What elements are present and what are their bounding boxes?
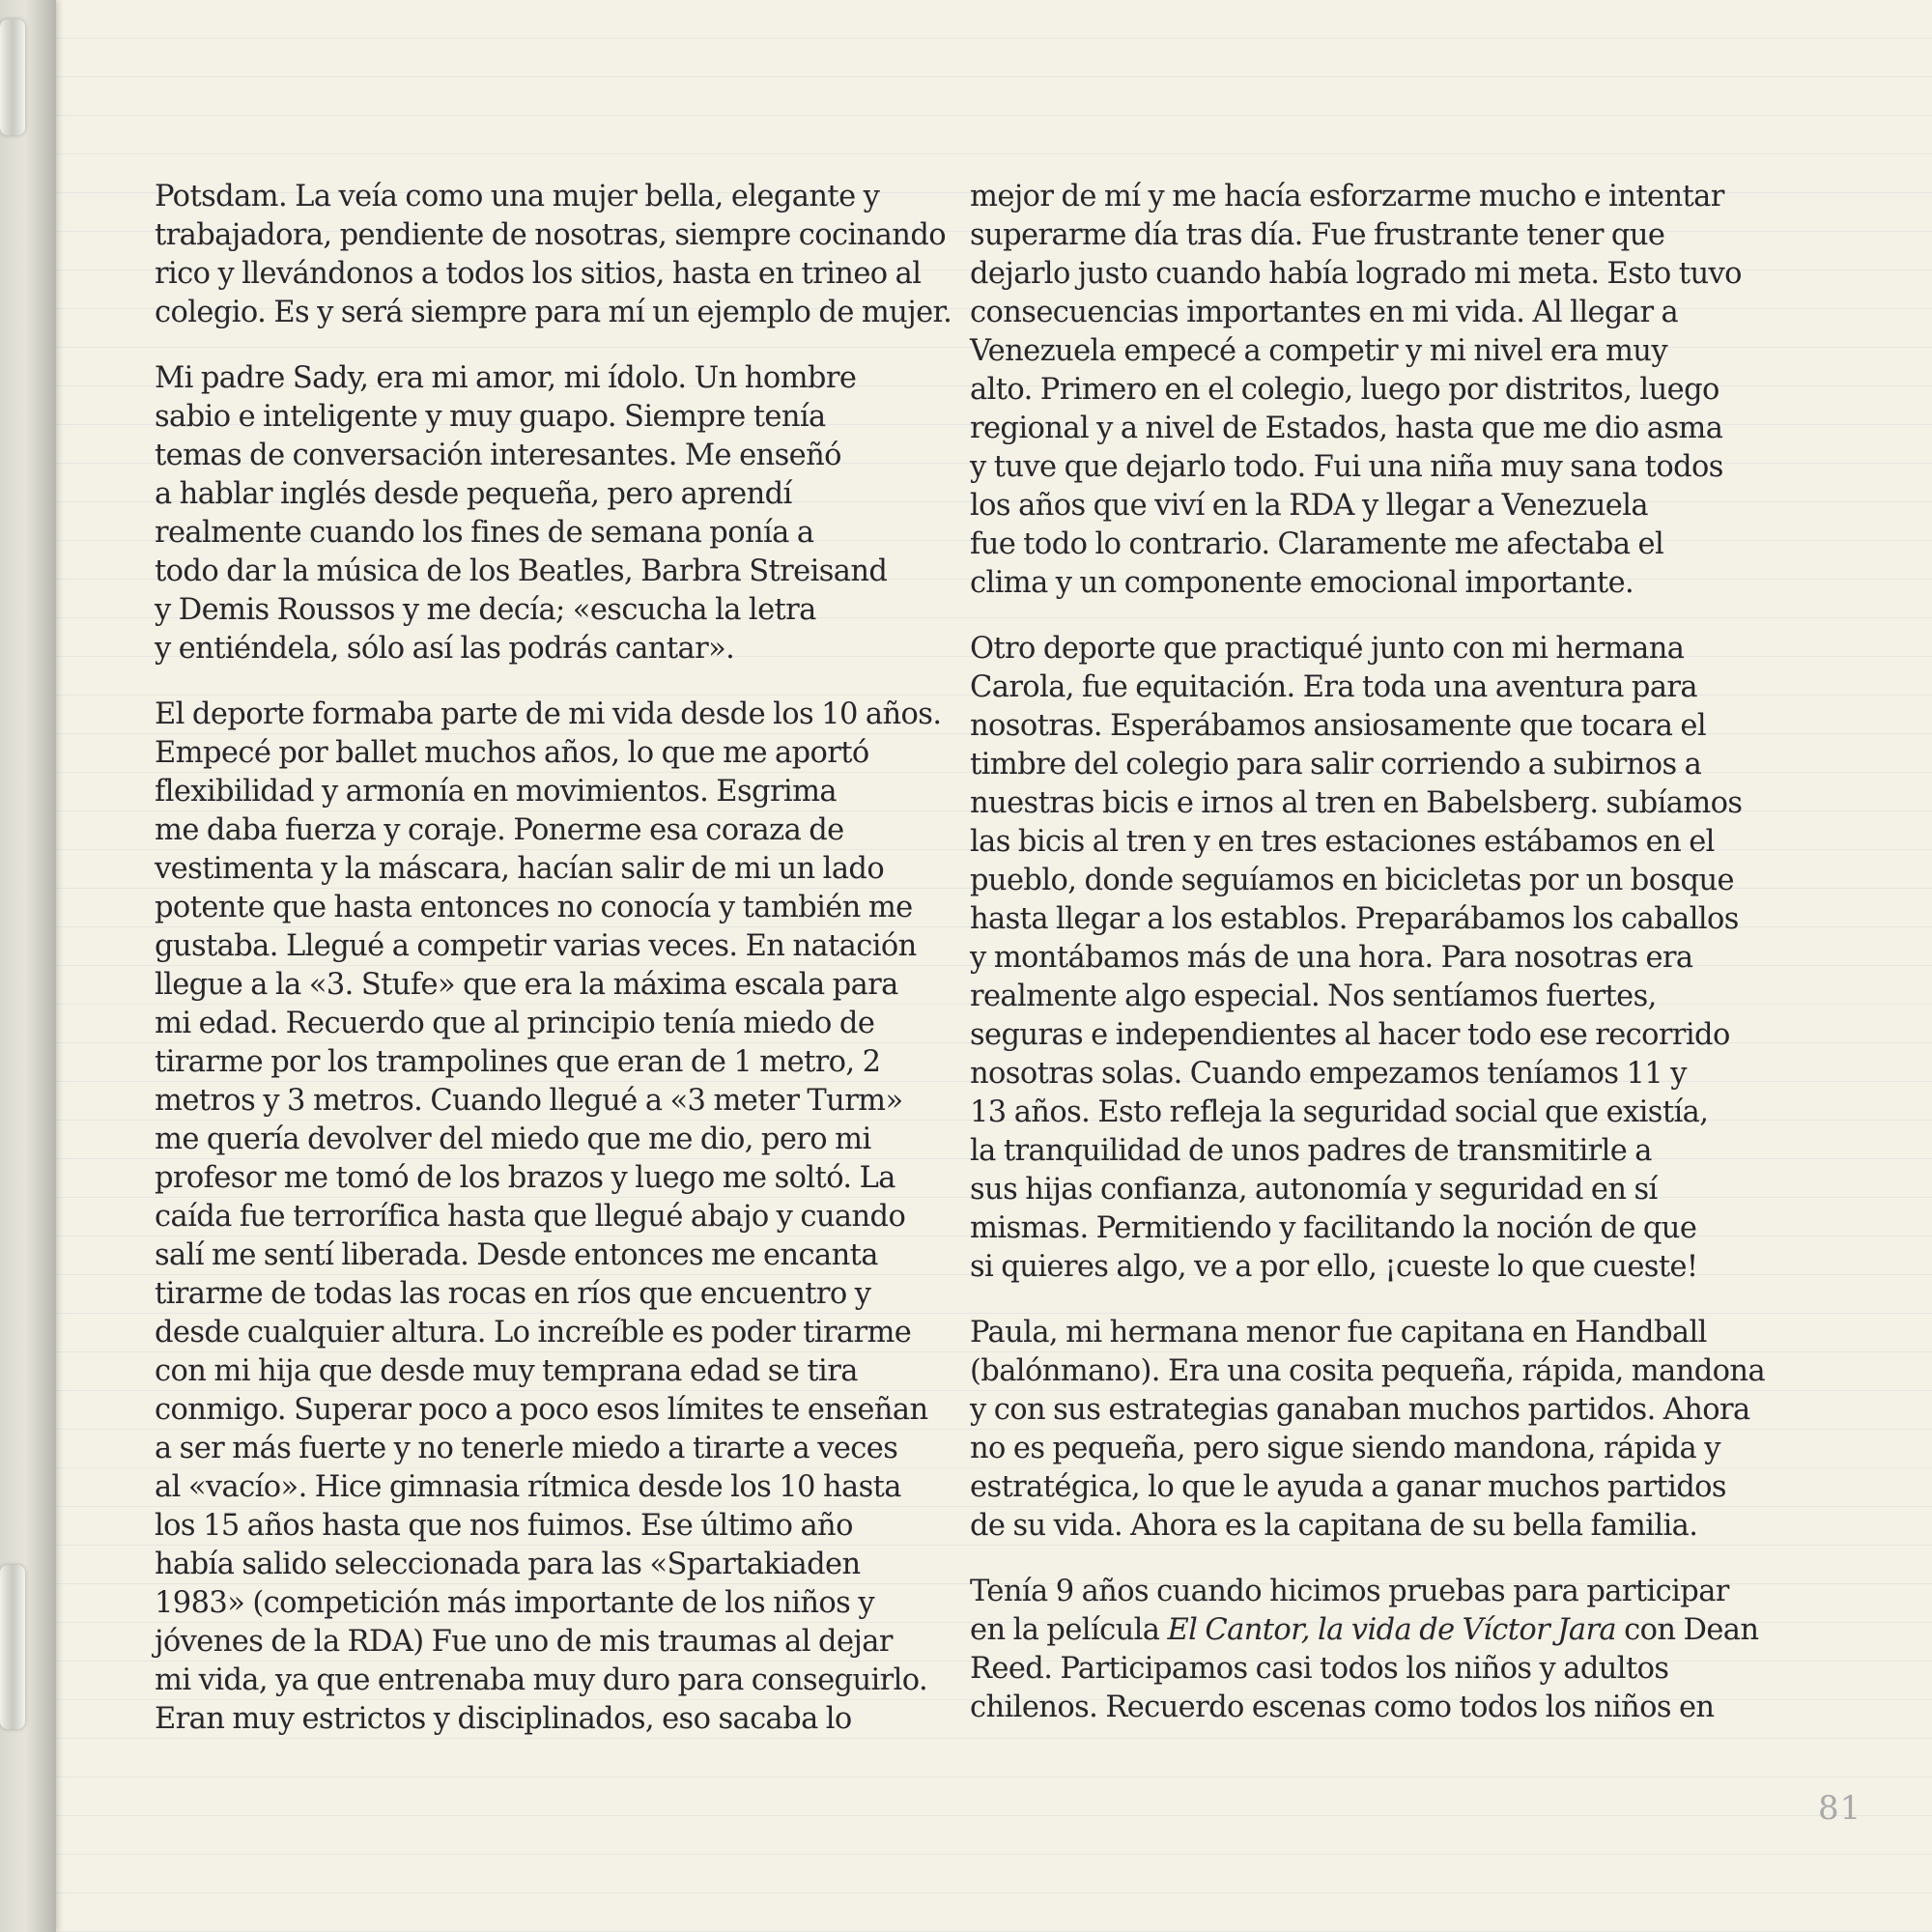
- text-line: todo dar la música de los Beatles, Barbra Streisand: [155, 554, 888, 588]
- text-line: timbre del colegio para salir corriendo a subirnos a: [970, 748, 1702, 781]
- book-binding: [0, 0, 56, 1932]
- text-line: Eran muy estrictos y disciplinados, eso sacaba lo: [155, 1702, 852, 1736]
- text-line: si quieres algo, ve a por ello, ¡cueste lo que cueste!: [970, 1250, 1698, 1284]
- binding-thread-top: [0, 19, 25, 135]
- text-line: al «vacío». Hice gimnasia rítmica desde los 10 hasta: [155, 1470, 901, 1504]
- text-line: tirarme por los trampolines que eran de 1 metro, 2: [155, 1045, 881, 1079]
- text-line: caída fue terrorífica hasta que llegué abajo y cuando: [155, 1200, 906, 1234]
- text-line: los años que viví en la RDA y llegar a Venezuela: [970, 489, 1648, 523]
- text-line: alto. Primero en el colegio, luego por distritos, luego: [970, 373, 1719, 407]
- text-line: y montábamos más de una hora. Para nosotras era: [970, 941, 1693, 975]
- text-fragment: con Dean: [1616, 1613, 1759, 1647]
- paragraph-sport-continued: [970, 178, 1757, 603]
- text-line: había salido seleccionada para las «Spartakiaden: [155, 1548, 861, 1581]
- text-line: tirarme de todas las rocas en ríos que encuentro y: [155, 1277, 871, 1311]
- text-line: Mi padre Sady, era mi amor, mi ídolo. Un hombre: [155, 361, 857, 395]
- text-line: profesor me tomó de los brazos y luego me soltó. La: [155, 1161, 895, 1195]
- paragraph-handball: [970, 1314, 1766, 1546]
- text-line: Carola, fue equitación. Era toda una aventura para: [970, 670, 1697, 704]
- right-text-column: [970, 178, 1766, 1754]
- text-line: superarme día tras día. Fue frustrante tener que: [970, 218, 1665, 252]
- text-line: los 15 años hasta que nos fuimos. Ese último año: [155, 1509, 853, 1543]
- text-line: la tranquilidad de unos padres de transmitirle a: [970, 1134, 1652, 1168]
- text-line: flexibilidad y armonía en movimientos. Esgrima: [155, 775, 837, 809]
- text-line: metros y 3 metros. Cuando llegué a «3 meter Turm»: [155, 1084, 903, 1118]
- text-line: con mi hija que desde muy temprana edad se tira: [155, 1354, 858, 1388]
- text-line: me daba fuerza y coraje. Ponerme esa coraza de: [155, 813, 844, 847]
- film-title: El Cantor, la vida de Víctor Jara: [1167, 1613, 1617, 1647]
- text-line: Reed. Participamos casi todos los niños y adultos: [970, 1652, 1669, 1686]
- text-line: estratégica, lo que le ayuda a ganar muchos partidos: [970, 1470, 1726, 1504]
- text-line: me quería devolver del miedo que me dio, pero mi: [155, 1122, 871, 1156]
- left-text-column: [155, 178, 952, 1766]
- text-line: Otro deporte que practiqué junto con mi hermana: [970, 632, 1685, 666]
- paragraph-mother: [155, 178, 952, 332]
- text-line: pueblo, donde seguíamos en bicicletas por un bosque: [970, 864, 1734, 897]
- text-line: gustaba. Llegué a competir varias veces. En natación: [155, 929, 917, 963]
- text-line-with-title: [970, 1611, 1757, 1650]
- text-line: clima y un componente emocional importante.: [970, 566, 1634, 600]
- text-line: no es pequeña, pero sigue siendo mandona, rápida y: [970, 1432, 1720, 1465]
- text-fragment: en la película: [970, 1613, 1168, 1647]
- text-line: mismas. Permitiendo y facilitando la noción de que: [970, 1211, 1697, 1245]
- text-line: desde cualquier altura. Lo increíble es poder tirarme: [155, 1316, 912, 1350]
- text-line: El deporte formaba parte de mi vida desde los 10 años.: [155, 697, 942, 731]
- text-line: fue todo lo contrario. Claramente me afectaba el: [970, 527, 1664, 561]
- text-line: a ser más fuerte y no tenerle miedo a tirarte a veces: [155, 1432, 898, 1465]
- text-line: 1983» (competición más importante de los niños y: [155, 1586, 874, 1620]
- text-line: nosotras solas. Cuando empezamos teníamos 11 y: [970, 1057, 1687, 1091]
- text-line: realmente algo especial. Nos sentíamos fuertes,: [970, 980, 1657, 1013]
- text-line: 13 años. Esto refleja la seguridad social que existía,: [970, 1095, 1709, 1129]
- text-line: sus hijas confianza, autonomía y seguridad en sí: [970, 1173, 1658, 1207]
- text-line: rico y llevándonos a todos los sitios, hasta en trineo al: [155, 257, 922, 291]
- text-line: y con sus estrategias ganaban muchos partidos. Ahora: [970, 1393, 1750, 1427]
- text-line: sabio e inteligente y muy guapo. Siempre tenía: [155, 400, 826, 434]
- text-line: nosotras. Esperábamos ansiosamente que tocara el: [970, 709, 1706, 743]
- text-line: nuestras bicis e irnos al tren en Babelsberg. subíamos: [970, 786, 1743, 820]
- text-line: mi vida, ya que entrenaba muy duro para conseguirlo.: [155, 1663, 928, 1697]
- text-line: y tuve que dejarlo todo. Fui una niña muy sana todos: [970, 450, 1723, 484]
- paragraph-film: [970, 1573, 1757, 1727]
- binding-thread-bottom: [0, 1565, 25, 1729]
- text-line: de su vida. Ahora es la capitana de su bella familia.: [970, 1509, 1698, 1543]
- text-line: trabajadora, pendiente de nosotras, siempre cocinando: [155, 218, 947, 252]
- text-line: Paula, mi hermana menor fue capitana en Handball: [970, 1316, 1707, 1350]
- text-line: mejor de mí y me hacía esforzarme mucho e intentar: [970, 180, 1724, 213]
- paragraph-sport: [155, 696, 942, 1739]
- text-line: salí me sentí liberada. Desde entonces me encanta: [155, 1238, 878, 1272]
- text-line: dejarlo justo cuando había logrado mi meta. Esto tuvo: [970, 257, 1742, 291]
- text-line: realmente cuando los fines de semana ponía a: [155, 516, 814, 550]
- paragraph-horse-riding: [970, 630, 1757, 1287]
- text-line: temas de conversación interesantes. Me enseñó: [155, 439, 841, 472]
- text-line: Potsdam. La veía como una mujer bella, elegante y: [155, 180, 880, 213]
- text-line: potente que hasta entonces no conocía y también me: [155, 891, 913, 924]
- text-line: (balónmano). Era una cosita pequeña, rápida, mandona: [970, 1354, 1766, 1388]
- text-line: colegio. Es y será siempre para mí un ejemplo de mujer.: [155, 296, 952, 329]
- text-line: chilenos. Recuerdo escenas como todos los niños en: [970, 1690, 1715, 1724]
- paragraph-father: [155, 359, 942, 668]
- text-line: llegue a la «3. Stufe» que era la máxima escala para: [155, 968, 898, 1002]
- text-line: mi edad. Recuerdo que al principio tenía miedo de: [155, 1007, 875, 1040]
- page-number: 81: [1818, 1789, 1862, 1828]
- text-line: regional y a nivel de Estados, hasta que me dio asma: [970, 412, 1723, 445]
- text-line: y entiéndela, sólo así las podrás cantar».: [155, 632, 735, 666]
- text-line: conmigo. Superar poco a poco esos límites te enseñan: [155, 1393, 928, 1427]
- text-line: hasta llegar a los establos. Preparábamos los caballos: [970, 902, 1739, 936]
- text-line: seguras e independientes al hacer todo ese recorrido: [970, 1018, 1730, 1052]
- text-line: las bicis al tren y en tres estaciones estábamos en el: [970, 825, 1715, 859]
- text-line: Venezuela empecé a competir y mi nivel era muy: [970, 334, 1667, 368]
- text-line: a hablar inglés desde pequeña, pero aprendí: [155, 477, 792, 511]
- text-line: consecuencias importantes en mi vida. Al llegar a: [970, 296, 1679, 329]
- text-line: Empecé por ballet muchos años, lo que me aportó: [155, 736, 869, 770]
- text-line: y Demis Roussos y me decía; «escucha la letra: [155, 593, 816, 627]
- text-line: vestimenta y la máscara, hacían salir de mi un lado: [155, 852, 885, 886]
- text-line: Tenía 9 años cuando hicimos pruebas para participar: [970, 1575, 1729, 1608]
- text-line: jóvenes de la RDA) Fue uno de mis traumas al dejar: [155, 1625, 893, 1659]
